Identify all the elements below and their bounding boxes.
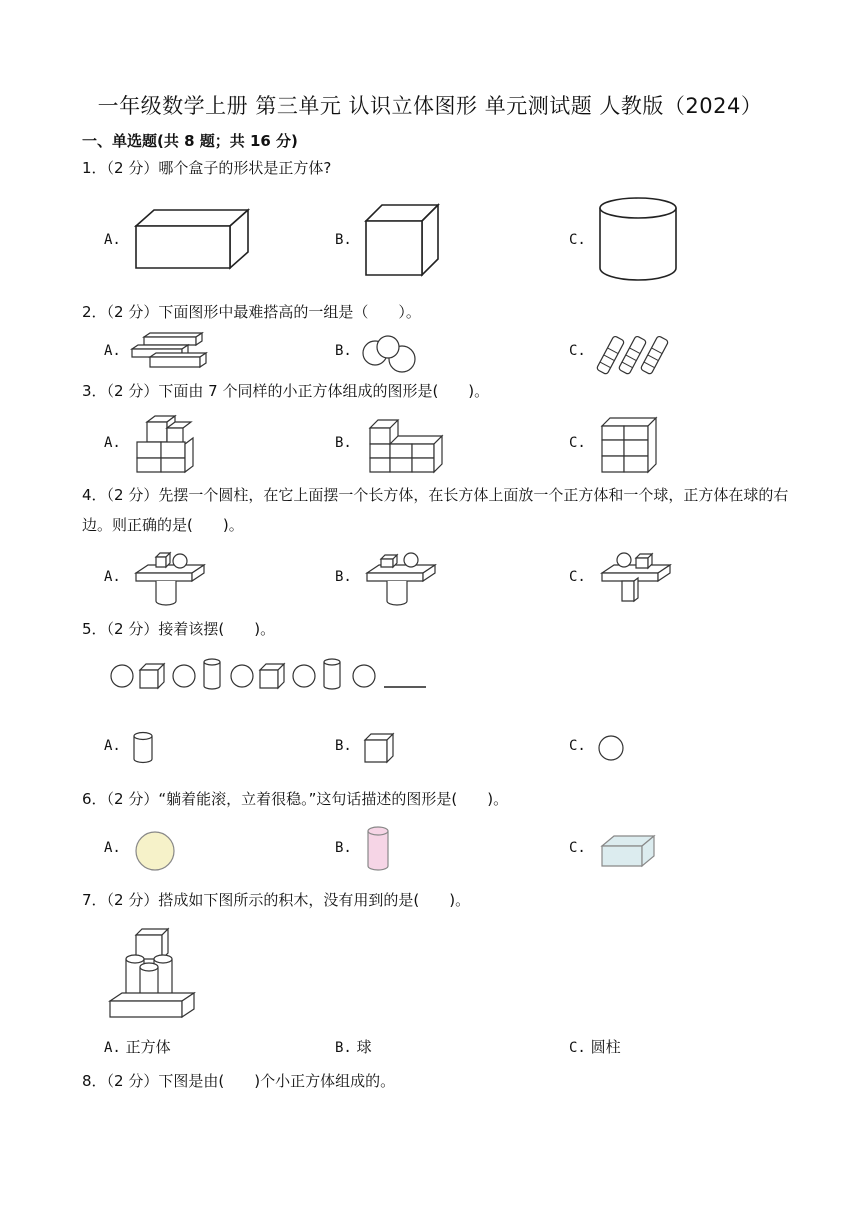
question-score: （2 分） (106, 1072, 159, 1090)
question-5 (82, 614, 275, 644)
question-8 (82, 1066, 395, 1096)
question-7 (82, 885, 470, 915)
stack-b-image[interactable] (365, 551, 437, 607)
question-2 (82, 297, 421, 327)
question-number: 1． (82, 159, 107, 177)
option-b-label[interactable]: B. (335, 738, 352, 754)
option-b[interactable] (335, 1036, 372, 1057)
option-b-label[interactable]: B. (335, 232, 352, 248)
stack-c-image[interactable] (600, 551, 672, 607)
cylinder-option-image[interactable] (132, 731, 154, 765)
option-b-label[interactable]: B. (335, 840, 352, 856)
option-b-label[interactable]: B. (335, 343, 352, 359)
question-text: 下面图形中最难搭高的一组是（ ）。 (158, 303, 421, 321)
colored-cylinder-image[interactable] (366, 826, 390, 872)
question-6 (82, 784, 508, 814)
option-c-label[interactable]: C. (569, 435, 586, 451)
option-a-label[interactable]: A. (104, 232, 121, 248)
stack-a-image[interactable] (134, 551, 206, 607)
ball-option-image[interactable] (596, 733, 626, 763)
question-score: （2 分） (106, 486, 159, 504)
cylinder-image[interactable] (598, 196, 678, 282)
option-a-text: 正方体 (125, 1038, 171, 1056)
shape-sequence-image (108, 656, 428, 692)
question-text: 下图是由( )个小正方体组成的。 (158, 1072, 396, 1090)
cube-image[interactable] (364, 203, 440, 275)
question-text: “躺着能滚，立着很稳。”这句话描述的图形是( )。 (158, 790, 509, 808)
question-number: 7． (82, 891, 107, 909)
question-number: 4． (82, 486, 107, 504)
question-text: 下面由 7 个同样的小正方体组成的图形是( )。 (158, 382, 490, 400)
question-number: 5． (82, 620, 107, 638)
cube-stack-b-image[interactable] (368, 418, 448, 474)
option-c[interactable] (569, 1036, 621, 1057)
option-a-label[interactable]: A. (104, 435, 121, 451)
option-b-label[interactable]: B. (335, 435, 352, 451)
colored-ball-image[interactable] (134, 830, 176, 872)
question-text: 接着该摆( )。 (158, 620, 276, 638)
question-text: 搭成如下图所示的积木，没有用到的是( )。 (158, 891, 471, 909)
option-a-label: A. (104, 1040, 121, 1056)
option-b-label[interactable]: B. (335, 569, 352, 585)
question-text: 哪个盒子的形状是正方体? (158, 159, 332, 177)
option-c-label[interactable]: C. (569, 840, 586, 856)
question-text: 先摆一个圆柱，在它上面摆一个长方体，在长方体上面放一个正方体和一个球，正方体在球的右边。则正确的是( )。 (82, 486, 789, 534)
option-c-label[interactable]: C. (569, 232, 586, 248)
option-a-label[interactable]: A. (104, 569, 121, 585)
question-1 (82, 153, 331, 183)
question-number: 8． (82, 1072, 107, 1090)
question-score: （2 分） (106, 303, 159, 321)
question-score: （2 分） (106, 790, 159, 808)
question-4 (82, 480, 812, 540)
question-score: （2 分） (106, 620, 159, 638)
question-score: （2 分） (106, 382, 159, 400)
colored-cuboid-image[interactable] (600, 834, 656, 868)
cube-stack-a-image[interactable] (135, 414, 195, 474)
question-number: 3． (82, 382, 107, 400)
option-a[interactable] (104, 1036, 171, 1057)
question-number: 2． (82, 303, 107, 321)
option-a-label[interactable]: A. (104, 343, 121, 359)
option-c-label[interactable]: C. (569, 738, 586, 754)
option-a-label[interactable]: A. (104, 840, 121, 856)
question-3 (82, 376, 489, 406)
option-b-text: 球 (356, 1038, 372, 1056)
cylinders-lying-image[interactable] (598, 330, 670, 376)
option-c-text: 圆柱 (590, 1038, 621, 1056)
option-c-label: C. (569, 1040, 586, 1056)
option-b-label: B. (335, 1040, 352, 1056)
page-title: 一年级数学上册 第三单元 认识立体图形 单元测试题 人教版（2024） (97, 94, 763, 118)
question-score: （2 分） (106, 891, 159, 909)
option-c-label[interactable]: C. (569, 569, 586, 585)
option-c-label[interactable]: C. (569, 343, 586, 359)
cuboid-image[interactable] (134, 208, 250, 270)
cube-stack-c-image[interactable] (600, 416, 660, 474)
section-heading: 一、单选题(共 8 题；共 16 分) (82, 132, 298, 150)
option-a-label[interactable]: A. (104, 738, 121, 754)
question-number: 6． (82, 790, 107, 808)
building-blocks-image (106, 927, 198, 1021)
question-score: （2 分） (106, 159, 159, 177)
balls-image[interactable] (360, 335, 418, 375)
cube-option-image[interactable] (363, 732, 395, 764)
stacked-bricks-image[interactable] (130, 331, 210, 371)
